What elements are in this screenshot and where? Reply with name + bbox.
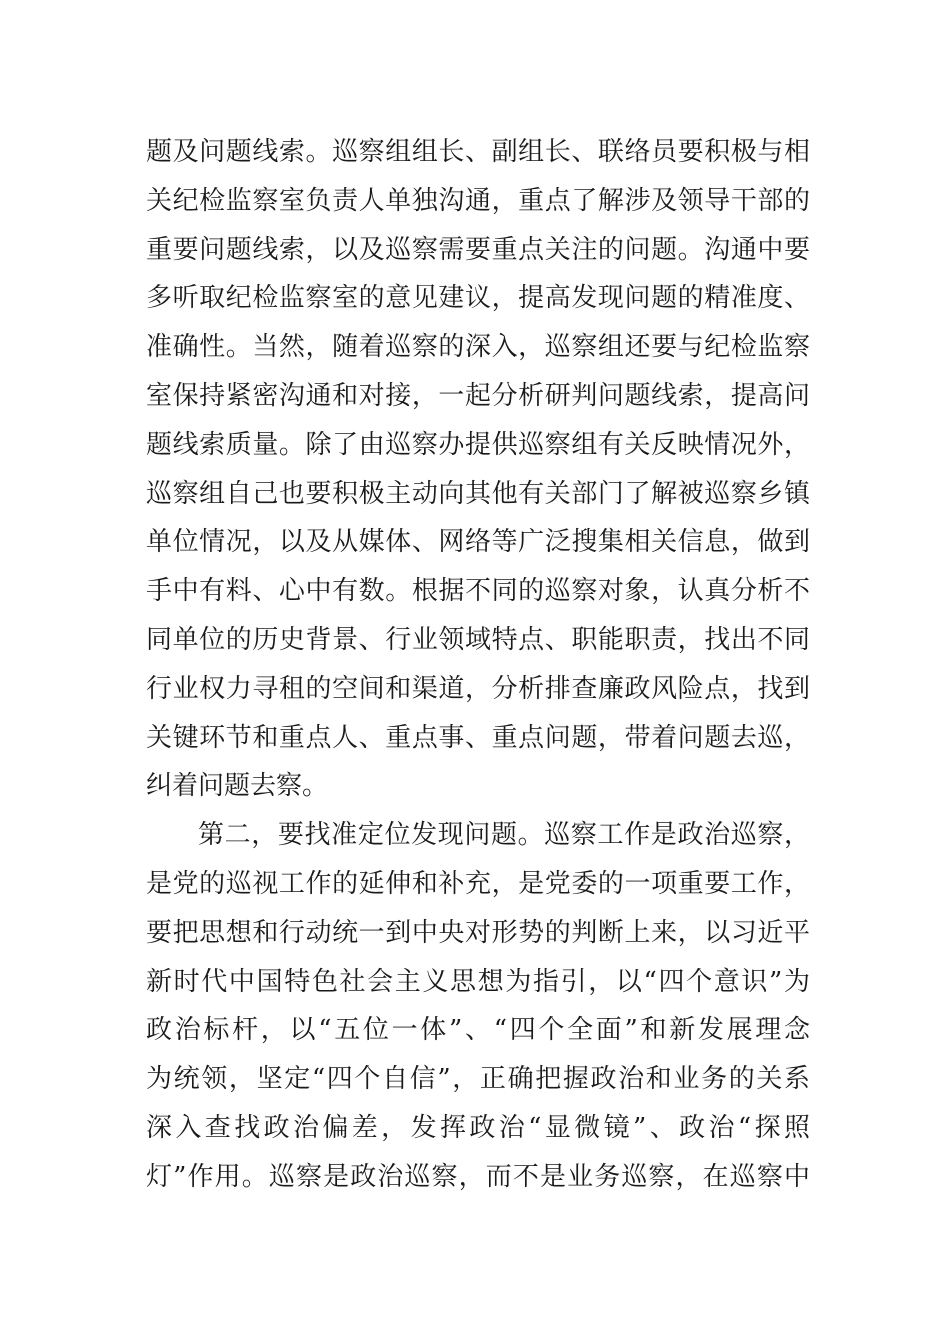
text-line: 重要问题线索，以及巡察需要重点关注的问题。沟通中要 (146, 234, 810, 265)
text-line: 题线索质量。除了由巡察办提供巡察组有关反映情况外， (146, 429, 810, 460)
text-line: 同单位的历史背景、行业领域特点、职能职责，找出不同 (146, 624, 810, 655)
document-body (146, 128, 810, 1202)
text-line: 行业权力寻租的空间和渠道，分析排查廉政风险点，找到 (146, 673, 810, 704)
paragraph-start-line: 第二，要找准定位发现问题。巡察工作是政治巡察， (198, 820, 810, 851)
text-line: 单位情况，以及从媒体、网络等广泛搜集相关信息，做到 (146, 527, 810, 558)
text-line: 巡察组自己也要积极主动向其他有关部门了解被巡察乡镇 (146, 478, 810, 509)
text-line: 新时代中国特色社会主义思想为指引，以“四个意识”为 (146, 966, 810, 997)
paragraph-end-line: 纠着问题去察。 (146, 771, 329, 802)
text-line: 灯”作用。巡察是政治巡察，而不是业务巡察，在巡察中 (146, 1161, 810, 1192)
text-line: 关键环节和重点人、重点事、重点问题，带着问题去巡， (146, 722, 810, 753)
text-line: 是党的巡视工作的延伸和补充，是党委的一项重要工作， (146, 868, 810, 899)
text-line: 深入查找政治偏差，发挥政治“显微镜”、政治“探照 (146, 1112, 810, 1143)
text-line: 为统领，坚定“四个自信”，正确把握政治和业务的关系 (146, 1064, 810, 1095)
text-line: 手中有料、心中有数。根据不同的巡察对象，认真分析不 (146, 576, 810, 607)
text-line: 政治标杆，以“五位一体”、“四个全面”和新发展理念 (146, 1015, 810, 1046)
text-line: 室保持紧密沟通和对接，一起分析研判问题线索，提高问 (146, 380, 810, 411)
text-line: 准确性。当然，随着巡察的深入，巡察组还要与纪检监察 (146, 332, 810, 363)
text-line: 题及问题线索。巡察组组长、副组长、联络员要积极与相 (146, 137, 810, 167)
text-line: 多听取纪检监察室的意见建议，提高发现问题的精准度、 (146, 283, 810, 314)
text-line: 要把思想和行动统一到中央对形势的判断上来，以习近平 (146, 917, 810, 948)
text-line: 关纪检监察室负责人单独沟通，重点了解涉及领导干部的 (146, 185, 810, 216)
